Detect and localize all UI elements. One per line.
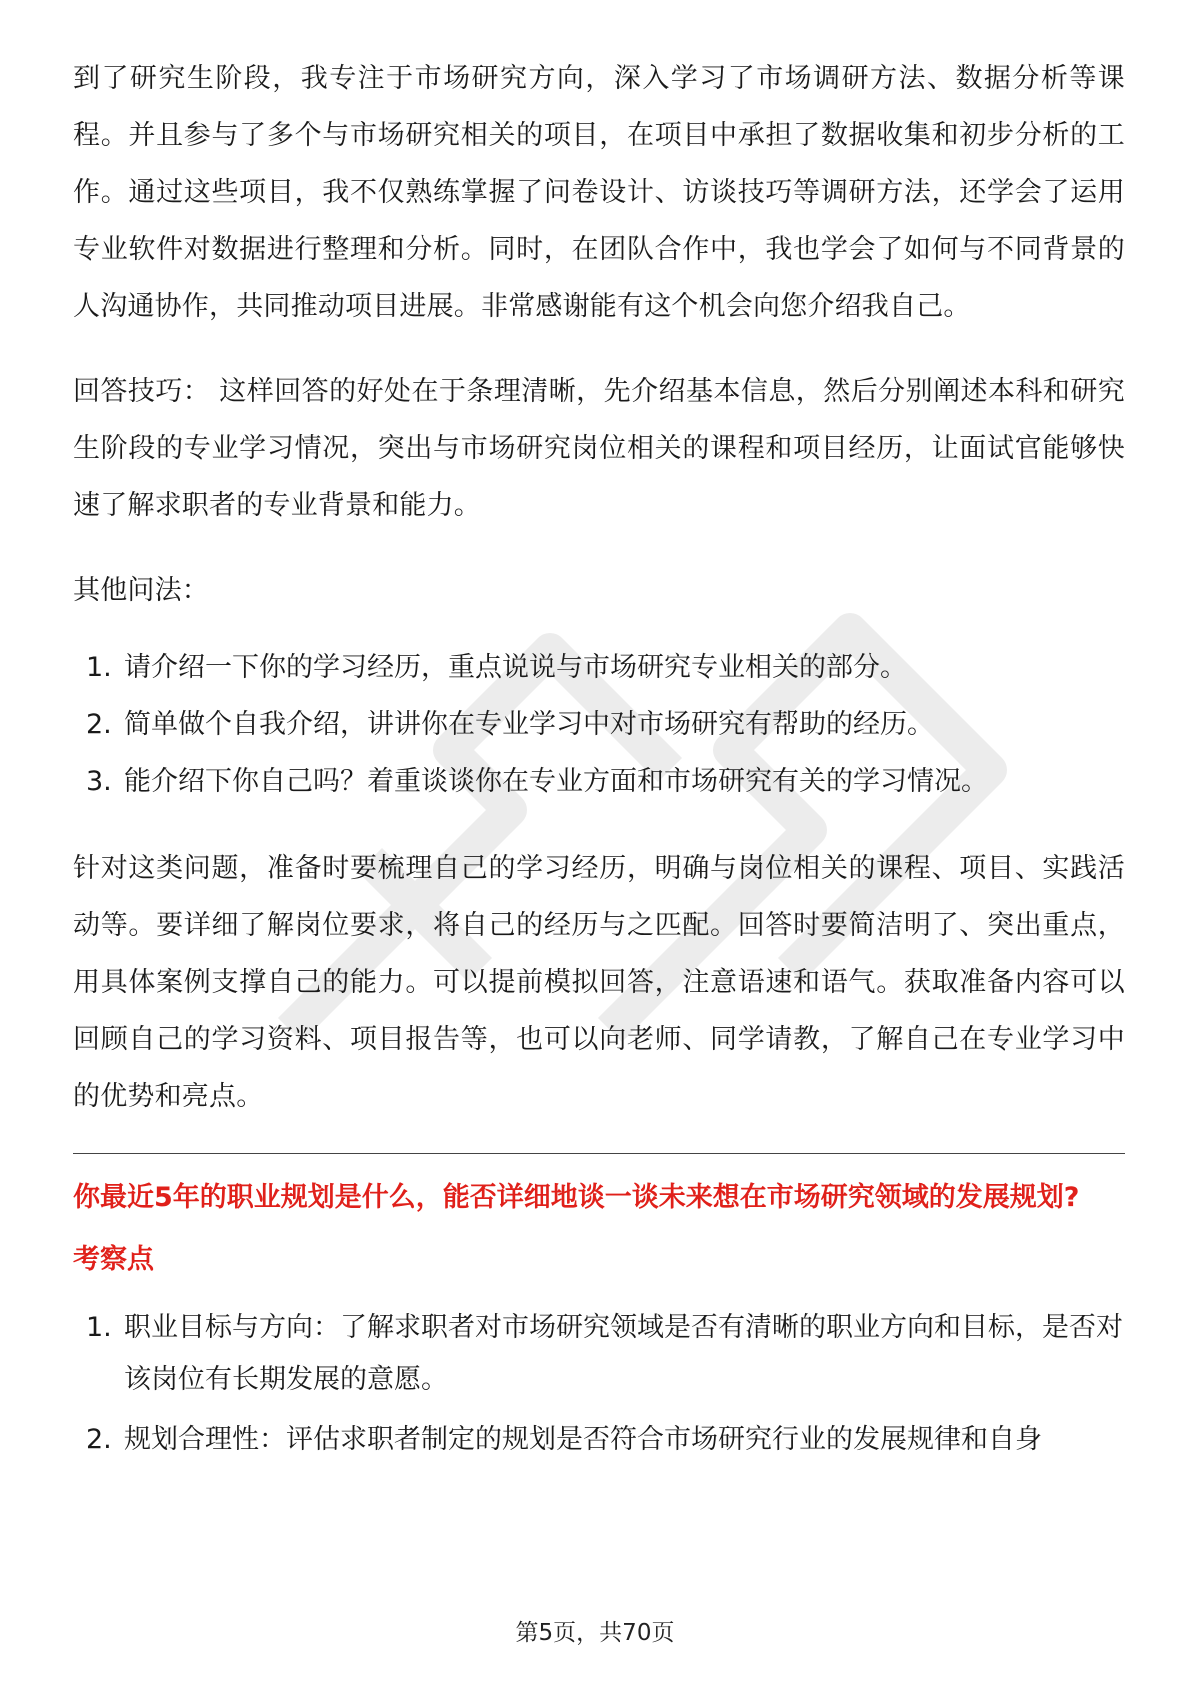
list-item [73, 1414, 1125, 1466]
list-item-number: 1. [86, 1312, 112, 1343]
preparation-advice-paragraph: 针对这类问题，准备时要梳理自己的学习经历，明确与岗位相关的课程、项目、实践活动等。要详细了解岗位要求，将自己的经历与之匹配。回答时要简洁明了、突出重点，用具体案例支撑自己的能力。可以提前模拟回答，注意语速和语气。获取准备内容可以回顾自己的学习资料、项目报告等，也可以向老师、同学请教，了解自己在专业学习中的优势和亮点。 [73, 853, 1125, 1112]
content-area [73, 50, 1125, 1474]
intro-paragraph: 到了研究生阶段，我专注于市场研究方向，深入学习了市场调研方法、数据分析等课程。并且参与了多个与市场研究相关的项目，在项目中承担了数据收集和初步分析的工作。通过这些项目，我不仅熟练掌握了问卷设计、访谈技巧等调研方法，还学会了运用专业软件对数据进行整理和分析。同时，在团队合作中，我也学会了如何与不同背景的人沟通协作，共同推动项目进展。非常感谢能有这个机会向您介绍我自己。 [73, 63, 1125, 322]
page-number-footer: 第5页，共70页 [515, 1620, 675, 1646]
list-item [73, 696, 1125, 753]
assessment-points-list [73, 1302, 1125, 1466]
list-item-text: 请介绍一下你的学习经历，重点说说与市场研究专业相关的部分。 [124, 652, 907, 683]
list-item-text: 能介绍下你自己吗？着重谈谈你在专业方面和市场研究有关的学习情况。 [124, 766, 988, 797]
other-questions-list [73, 639, 1125, 810]
list-item-text: 简单做个自我介绍，讲讲你在专业学习中对市场研究有帮助的经历。 [124, 709, 934, 740]
assessment-points-heading: 考察点 [73, 1244, 154, 1275]
list-item-number: 2. [86, 709, 112, 740]
list-item-text: 规划合理性：评估求职者制定的规划是否符合市场研究行业的发展规律和自身 [124, 1424, 1042, 1455]
list-item [73, 1302, 1125, 1406]
list-item-text: 职业目标与方向：了解求职者对市场研究领域是否有清晰的职业方向和目标，是否对该岗位有长期发展的意愿。 [124, 1312, 1123, 1395]
section-divider [73, 1153, 1125, 1154]
list-item [73, 639, 1125, 696]
question-title: 你最近5年的职业规划是什么，能否详细地谈一谈未来想在市场研究领域的发展规划? [73, 1182, 1080, 1213]
list-item-number: 1. [86, 652, 112, 683]
other-questions-heading: 其他问法： [73, 575, 209, 606]
list-item-number: 2. [86, 1424, 112, 1455]
list-item-number: 3. [86, 766, 112, 797]
list-item [73, 753, 1125, 810]
answer-tips-paragraph: 回答技巧： 这样回答的好处在于条理清晰，先介绍基本信息，然后分别阐述本科和研究生阶段的专业学习情况，突出与市场研究岗位相关的课程和项目经历，让面试官能够快速了解求职者的专业背景和能力。 [73, 376, 1125, 521]
